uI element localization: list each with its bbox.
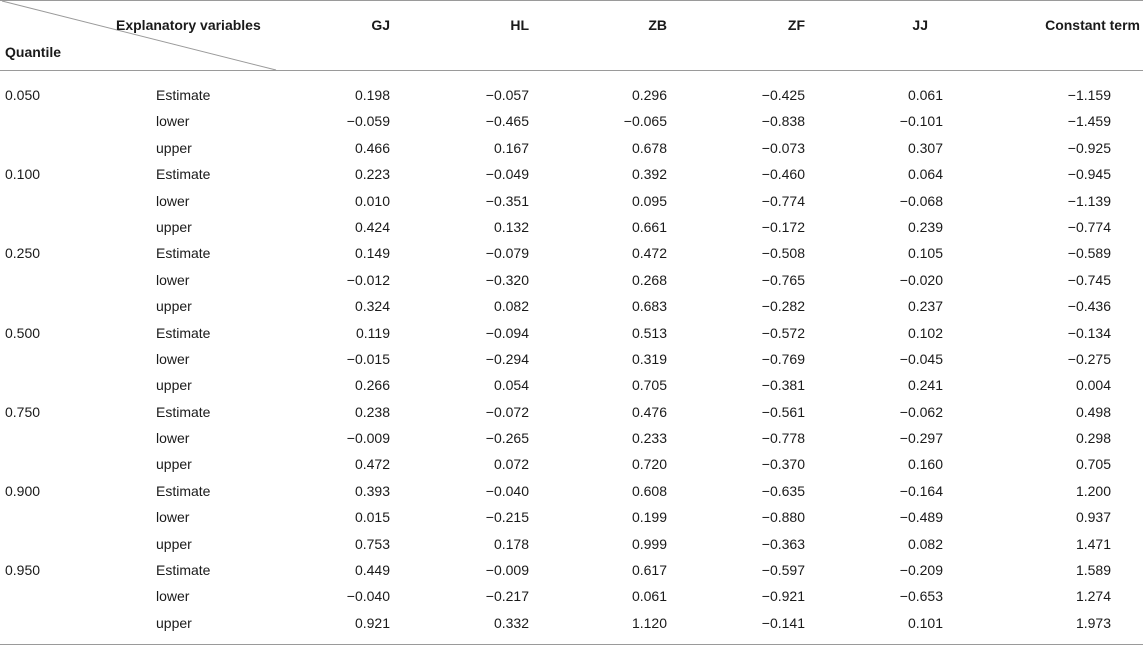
value-cell: −0.134 xyxy=(1067,324,1111,341)
value-cell: −0.921 xyxy=(761,588,805,605)
statistic-cell: upper xyxy=(156,456,192,473)
value-cell: 0.999 xyxy=(631,535,667,552)
value-cell: 0.072 xyxy=(493,456,529,473)
value-cell: −0.065 xyxy=(623,113,667,130)
table-row xyxy=(0,583,1143,609)
statistic-cell: Estimate xyxy=(156,562,211,579)
value-cell: −0.765 xyxy=(761,271,805,288)
value-cell: 0.241 xyxy=(907,377,943,394)
table-row xyxy=(0,240,1143,266)
table-row xyxy=(0,188,1143,214)
statistic-cell: Estimate xyxy=(156,403,211,420)
table-row xyxy=(0,478,1143,504)
value-cell: 0.149 xyxy=(354,245,390,262)
statistic-cell: lower xyxy=(156,271,190,288)
quantile-cell: 0.950 xyxy=(5,562,41,579)
value-cell: −0.172 xyxy=(761,218,805,235)
statistic-cell: upper xyxy=(156,377,192,394)
value-cell: 0.178 xyxy=(493,535,529,552)
value-cell: −0.101 xyxy=(899,113,943,130)
value-cell: 1.973 xyxy=(1075,614,1111,631)
value-cell: 0.102 xyxy=(907,324,943,341)
value-cell: −0.597 xyxy=(761,562,805,579)
value-cell: 0.937 xyxy=(1075,509,1111,526)
value-cell: −0.363 xyxy=(761,535,805,552)
value-cell: 1.589 xyxy=(1075,562,1111,579)
value-cell: 0.683 xyxy=(631,298,667,315)
value-cell: 0.705 xyxy=(1075,456,1111,473)
value-cell: −0.020 xyxy=(899,271,943,288)
table-row xyxy=(0,451,1143,477)
statistic-cell: Estimate xyxy=(156,166,211,183)
value-cell: −0.370 xyxy=(761,456,805,473)
value-cell: 0.921 xyxy=(354,614,390,631)
quantile-cell: 0.500 xyxy=(5,324,41,341)
table-row xyxy=(0,399,1143,425)
value-cell: 0.101 xyxy=(907,614,943,631)
value-cell: 0.064 xyxy=(907,166,943,183)
statistic-cell: upper xyxy=(156,614,192,631)
value-cell: −0.209 xyxy=(899,562,943,579)
value-cell: −0.012 xyxy=(346,271,390,288)
value-cell: −0.774 xyxy=(1067,218,1111,235)
table-row xyxy=(0,531,1143,557)
header-col-jj: JJ xyxy=(912,17,928,33)
value-cell: 0.054 xyxy=(493,377,529,394)
value-cell: −0.489 xyxy=(899,509,943,526)
value-cell: 0.223 xyxy=(354,166,390,183)
value-cell: 0.705 xyxy=(631,377,667,394)
value-cell: −0.068 xyxy=(899,192,943,209)
value-cell: 0.307 xyxy=(907,139,943,156)
statistic-cell: upper xyxy=(156,535,192,552)
value-cell: 0.472 xyxy=(631,245,667,262)
value-cell: −0.925 xyxy=(1067,139,1111,156)
value-cell: −0.945 xyxy=(1067,166,1111,183)
value-cell: −0.381 xyxy=(761,377,805,394)
value-cell: −0.745 xyxy=(1067,271,1111,288)
value-cell: 0.513 xyxy=(631,324,667,341)
value-cell: 0.332 xyxy=(493,614,529,631)
bottom-rule xyxy=(0,644,1143,645)
value-cell: −0.774 xyxy=(761,192,805,209)
value-cell: −0.769 xyxy=(761,350,805,367)
table-row xyxy=(0,504,1143,530)
value-cell: −0.094 xyxy=(485,324,529,341)
value-cell: 1.471 xyxy=(1075,535,1111,552)
header-col-gj: GJ xyxy=(371,17,390,33)
value-cell: −0.079 xyxy=(485,245,529,262)
value-cell: −0.297 xyxy=(899,430,943,447)
value-cell: 0.661 xyxy=(631,218,667,235)
value-cell: 0.233 xyxy=(631,430,667,447)
statistic-cell: lower xyxy=(156,192,190,209)
value-cell: −0.838 xyxy=(761,113,805,130)
header-col-zb: ZB xyxy=(648,17,667,33)
statistic-cell: Estimate xyxy=(156,482,211,499)
value-cell: 0.296 xyxy=(631,87,667,103)
value-cell: −0.215 xyxy=(485,509,529,526)
quantile-cell: 0.050 xyxy=(5,87,41,103)
quantile-cell: 0.100 xyxy=(5,166,41,183)
value-cell: 0.119 xyxy=(356,324,390,341)
value-cell: −0.015 xyxy=(346,350,390,367)
table-row xyxy=(0,267,1143,293)
value-cell: −0.351 xyxy=(485,192,529,209)
value-cell: −0.460 xyxy=(761,166,805,183)
value-cell: −0.436 xyxy=(1067,298,1111,315)
value-cell: 0.266 xyxy=(354,377,390,394)
value-cell: 0.608 xyxy=(631,482,667,499)
value-cell: 0.472 xyxy=(354,456,390,473)
table-row xyxy=(0,293,1143,319)
value-cell: 0.392 xyxy=(631,166,667,183)
value-cell: −0.294 xyxy=(485,350,529,367)
value-cell: −0.045 xyxy=(899,350,943,367)
statistic-cell: Estimate xyxy=(156,245,211,262)
table-row xyxy=(0,610,1143,636)
value-cell: −0.009 xyxy=(346,430,390,447)
value-cell: −0.141 xyxy=(761,614,805,631)
header-col-zf: ZF xyxy=(787,17,805,33)
diagonal-header-divider xyxy=(0,0,280,72)
value-cell: −1.139 xyxy=(1067,192,1111,209)
value-cell: −0.320 xyxy=(485,271,529,288)
value-cell: −0.072 xyxy=(485,403,529,420)
statistic-cell: lower xyxy=(156,509,190,526)
table-body xyxy=(0,82,1143,636)
value-cell: 0.393 xyxy=(354,482,390,499)
value-cell: 0.160 xyxy=(907,456,943,473)
value-cell: 1.274 xyxy=(1075,588,1111,605)
table-row xyxy=(0,82,1143,108)
value-cell: 0.198 xyxy=(354,87,390,103)
value-cell: 0.239 xyxy=(907,218,943,235)
table-row xyxy=(0,346,1143,372)
value-cell: 0.466 xyxy=(354,139,390,156)
value-cell: 0.095 xyxy=(631,192,667,209)
value-cell: 0.010 xyxy=(354,192,390,209)
value-cell: 0.617 xyxy=(631,562,667,579)
value-cell: 0.061 xyxy=(907,87,943,103)
table-row xyxy=(0,135,1143,161)
quantile-cell: 0.750 xyxy=(5,403,41,420)
value-cell: −0.880 xyxy=(761,509,805,526)
value-cell: −0.653 xyxy=(899,588,943,605)
value-cell: 0.268 xyxy=(631,271,667,288)
header-col-constant-term: Constant term xyxy=(1045,17,1140,33)
value-cell: 0.082 xyxy=(907,535,943,552)
value-cell: 0.015 xyxy=(354,509,390,526)
table-row xyxy=(0,320,1143,346)
table-row xyxy=(0,425,1143,451)
value-cell: −0.073 xyxy=(761,139,805,156)
value-cell: −0.062 xyxy=(899,403,943,420)
value-cell: −0.572 xyxy=(761,324,805,341)
table-row xyxy=(0,108,1143,134)
value-cell: −0.508 xyxy=(761,245,805,262)
value-cell: 0.199 xyxy=(631,509,667,526)
header-quantile: Quantile xyxy=(5,44,62,60)
value-cell: −0.059 xyxy=(346,113,390,130)
value-cell: 0.678 xyxy=(631,139,667,156)
header-explanatory-variables: Explanatory variables xyxy=(116,17,261,33)
value-cell: 0.167 xyxy=(493,139,529,156)
value-cell: 0.476 xyxy=(631,403,667,420)
header-col-hl: HL xyxy=(510,17,529,33)
value-cell: 0.424 xyxy=(354,218,390,235)
quantile-cell: 0.250 xyxy=(5,245,41,262)
value-cell: 0.298 xyxy=(1075,430,1111,447)
value-cell: −0.265 xyxy=(485,430,529,447)
value-cell: −1.159 xyxy=(1067,87,1111,103)
quantile-cell: 0.900 xyxy=(5,482,41,499)
statistic-cell: upper xyxy=(156,218,192,235)
value-cell: −0.465 xyxy=(485,113,529,130)
value-cell: −0.009 xyxy=(485,562,529,579)
header-rule xyxy=(0,70,1143,71)
value-cell: −0.778 xyxy=(761,430,805,447)
value-cell: −0.164 xyxy=(899,482,943,499)
statistic-cell: Estimate xyxy=(156,324,211,341)
value-cell: 0.449 xyxy=(354,562,390,579)
value-cell: 0.082 xyxy=(493,298,529,315)
table-row xyxy=(0,372,1143,398)
statistic-cell: lower xyxy=(156,430,190,447)
table-row xyxy=(0,214,1143,240)
value-cell: −0.425 xyxy=(761,87,805,103)
value-cell: −1.459 xyxy=(1067,113,1111,130)
value-cell: 1.120 xyxy=(631,614,667,631)
value-cell: 0.105 xyxy=(907,245,943,262)
value-cell: 0.238 xyxy=(354,403,390,420)
value-cell: −0.589 xyxy=(1067,245,1111,262)
table-row xyxy=(0,557,1143,583)
value-cell: −0.217 xyxy=(485,588,529,605)
value-cell: 0.004 xyxy=(1075,377,1111,394)
table-row xyxy=(0,161,1143,187)
value-cell: −0.049 xyxy=(485,166,529,183)
value-cell: 0.061 xyxy=(631,588,667,605)
statistic-cell: upper xyxy=(156,139,192,156)
value-cell: −0.040 xyxy=(346,588,390,605)
statistic-cell: lower xyxy=(156,588,190,605)
value-cell: 0.498 xyxy=(1075,403,1111,420)
value-cell: 0.720 xyxy=(631,456,667,473)
value-cell: −0.635 xyxy=(761,482,805,499)
value-cell: −0.040 xyxy=(485,482,529,499)
value-cell: 0.237 xyxy=(907,298,943,315)
value-cell: 0.324 xyxy=(354,298,390,315)
value-cell: −0.057 xyxy=(485,87,529,103)
value-cell: −0.282 xyxy=(761,298,805,315)
value-cell: −0.275 xyxy=(1067,350,1111,367)
value-cell: −0.561 xyxy=(761,403,805,420)
value-cell: 0.132 xyxy=(493,218,529,235)
value-cell: 1.200 xyxy=(1075,482,1111,499)
statistic-cell: Estimate xyxy=(156,87,211,103)
statistic-cell: upper xyxy=(156,298,192,315)
statistic-cell: lower xyxy=(156,113,190,130)
value-cell: 0.319 xyxy=(631,350,667,367)
value-cell: 0.753 xyxy=(354,535,390,552)
statistic-cell: lower xyxy=(156,350,190,367)
